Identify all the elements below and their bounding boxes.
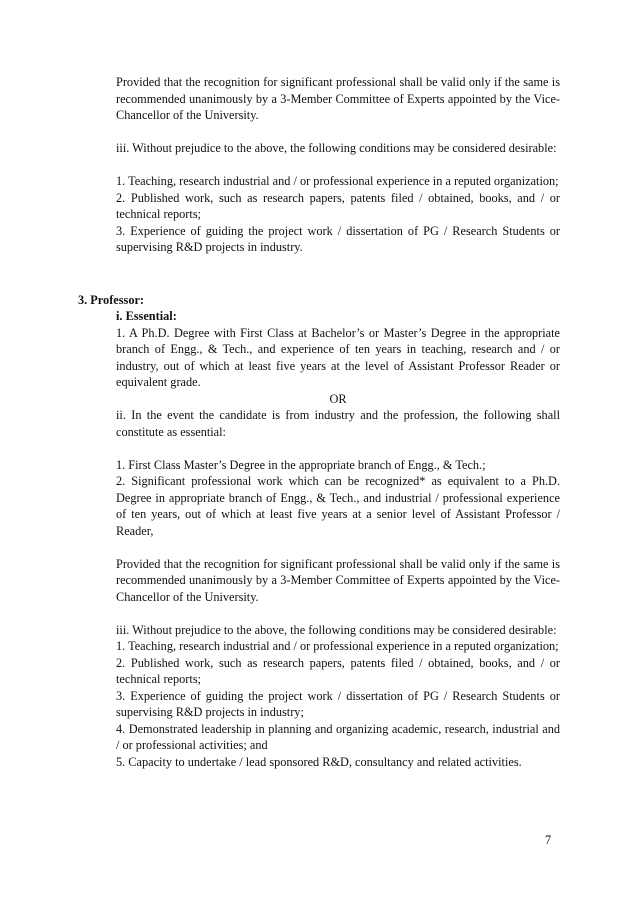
professor-proviso: Provided that the recognition for significant professional shall be valid only if the same is recommended unanimously by a 3-Member Committee of Experts appointed by the Vice-Chancellor of the University. <box>116 556 560 604</box>
professor-desirable-item: 1. Teaching, research industrial and / or professional experience in a reputed organization; <box>116 639 559 653</box>
top-desirable-item: 1. Teaching, research industrial and / or professional experience in a reputed organization; <box>116 174 559 188</box>
page-number: 7 <box>545 833 552 847</box>
top-proviso: Provided that the recognition for significant professional shall be valid only if the same is recommended unanimously by a 3-Member Committee of Experts appointed by the Vice-Chancellor of the University. <box>116 75 560 122</box>
top-desirable-intro: iii. Without prejudice to the above, the following conditions may be considered desirable: <box>116 141 557 155</box>
professor-desirable-intro: iii. Without prejudice to the above, the following conditions may be considered desirable: <box>116 622 557 637</box>
or-separator: OR <box>329 391 347 406</box>
industry-item: 1. First Class Master’s Degree in the appropriate branch of Engg., & Tech.; <box>116 457 486 472</box>
professor-desirable-item: 5. Capacity to undertake / lead sponsored R&D, consultancy and related activities. <box>116 754 522 769</box>
professor-desirable-item: 3. Experience of guiding the project work / dissertation of PG / Research Students or supervising R&D projects in industry; <box>116 688 560 719</box>
top-desirable-item: 3. Experience of guiding the project work / dissertation of PG / Research Students or supervising R&D projects in industry. <box>116 223 560 254</box>
section-heading-professor: 3. Professor: <box>78 293 145 307</box>
essential-label: i. Essential: <box>116 309 177 323</box>
professor-desirable-item: 2. Published work, such as research papers, patents filed / obtained, books, and / or technical reports; <box>116 655 560 686</box>
industry-item: 2. Significant professional work which can be recognized* as equivalent to a Ph.D. Degree in appropriate branch of Engg., & Tech., and industrial / professional experience of ten years, out of which at least five years at a senior level of Assistant Professor / Reader, <box>116 474 560 538</box>
top-section <box>116 74 560 256</box>
essential-item: 1. A Ph.D. Degree with First Class at Bachelor’s or Master’s Degree in the appropriate branch of Engg., & Tech., and experience of ten years in teaching, research and / or industry, out of which at least five years at the level of Assistant Professor Reader or equivalent grade. <box>116 325 560 389</box>
professor-section <box>116 308 560 770</box>
professor-desirable-item: 4. Demonstrated leadership in planning and organizing academic, research, industrial and / or professional activities; and <box>116 721 560 752</box>
industry-intro: ii. In the event the candidate is from industry and the profession, the following shall constitute as essential: <box>116 408 560 439</box>
top-desirable-item: 2. Published work, such as research papers, patents filed / obtained, books, and / or technical reports; <box>116 190 560 221</box>
